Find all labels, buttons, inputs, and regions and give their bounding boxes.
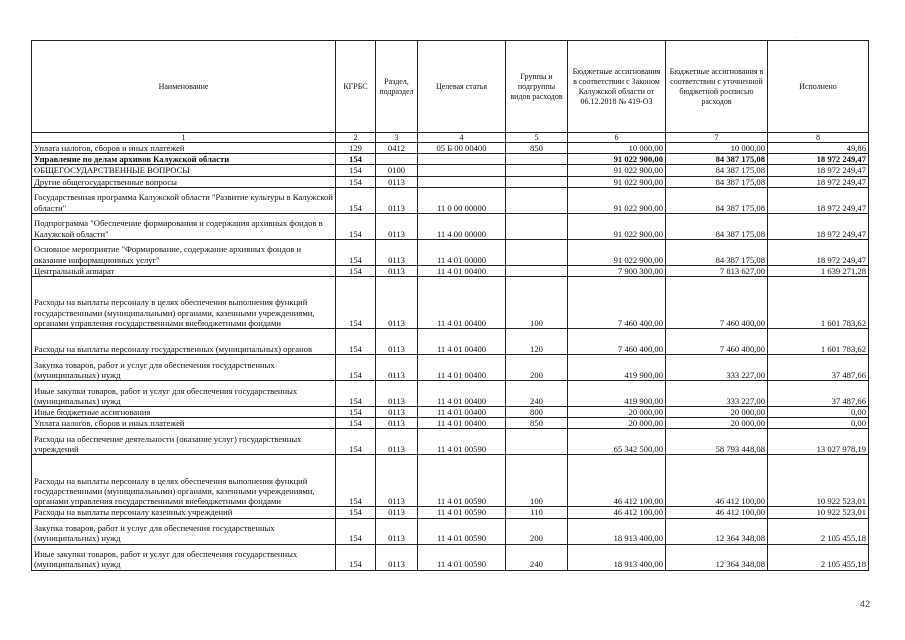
row-executed: 0,00 [768, 418, 869, 429]
row-section: 0113 [376, 507, 418, 518]
row-section: 0113 [376, 329, 418, 355]
table-row [32, 239, 869, 265]
row-name: Уплата налогов, сборов и иных платежей [32, 143, 336, 154]
row-expense-group: 100 [506, 455, 568, 507]
row-target-article: 11 0 00 00000 [418, 187, 506, 213]
row-section: 0113 [376, 176, 418, 187]
row-executed: 18 972 249,47 [768, 213, 869, 239]
row-assign-refined: 20 000,00 [666, 407, 768, 418]
row-executed: 18 972 249,47 [768, 187, 869, 213]
row-kgrbs: 154 [336, 265, 376, 276]
row-section: 0113 [376, 187, 418, 213]
row-expense-group: 110 [506, 507, 568, 518]
row-kgrbs: 154 [336, 239, 376, 265]
row-executed: 18 972 249,47 [768, 176, 869, 187]
row-executed: 0,00 [768, 407, 869, 418]
col-header-executed: Исполнено [768, 41, 869, 133]
row-expense-group: 800 [506, 407, 568, 418]
row-name: Другие общегосударственные вопросы [32, 176, 336, 187]
row-name: Закупка товаров, работ и услуг для обеспечения государственных (муниципальных) нужд [32, 518, 336, 544]
row-assign-refined: 7 813 627,00 [666, 265, 768, 276]
col-number: 3 [376, 133, 418, 143]
row-target-article: 11 4 01 00400 [418, 381, 506, 407]
table-row [32, 507, 869, 518]
row-target-article: 11 4 01 00590 [418, 518, 506, 544]
row-executed: 37 487,66 [768, 355, 869, 381]
table-row [32, 544, 869, 570]
row-name: Государственная программа Калужской области "Развитие культуры в Калужской области" [32, 187, 336, 213]
row-section: 0412 [376, 143, 418, 154]
col-number: 4 [418, 133, 506, 143]
row-expense-group [506, 165, 568, 176]
row-expense-group [506, 429, 568, 455]
row-target-article [418, 154, 506, 165]
row-assign-refined: 84 387 175,08 [666, 239, 768, 265]
budget-table [31, 40, 869, 571]
row-executed: 10 922 523,01 [768, 507, 869, 518]
row-assign-law: 65 342 500,00 [568, 429, 666, 455]
row-name: Расходы на выплаты персоналу казенных учреждений [32, 507, 336, 518]
row-assign-refined: 7 460 400,00 [666, 277, 768, 329]
row-assign-refined: 333 227,00 [666, 381, 768, 407]
table-row [32, 355, 869, 381]
row-kgrbs: 154 [336, 455, 376, 507]
col-number: 5 [506, 133, 568, 143]
col-number: 2 [336, 133, 376, 143]
col-number: 1 [32, 133, 336, 143]
row-section: 0113 [376, 277, 418, 329]
row-expense-group [506, 154, 568, 165]
row-assign-law: 18 913 400,00 [568, 544, 666, 570]
row-assign-law: 91 022 900,00 [568, 213, 666, 239]
row-assign-refined: 7 460 400,00 [666, 329, 768, 355]
row-name: Основное мероприятие "Формирование, содержание архивных фондов и оказание информационных услуг" [32, 239, 336, 265]
row-assign-refined: 58 793 448,08 [666, 429, 768, 455]
row-name: ОБЩЕГОСУДАРСТВЕННЫЕ ВОПРОСЫ [32, 165, 336, 176]
row-assign-law: 46 412 100,00 [568, 507, 666, 518]
row-assign-law: 91 022 900,00 [568, 176, 666, 187]
col-header-target-article: Целевая статья [418, 41, 506, 133]
row-assign-law: 7 900 300,00 [568, 265, 666, 276]
row-target-article: 11 4 01 00400 [418, 277, 506, 329]
row-expense-group: 240 [506, 544, 568, 570]
table-row [32, 429, 869, 455]
row-kgrbs: 154 [336, 165, 376, 176]
row-target-article: 11 4 01 00590 [418, 507, 506, 518]
row-target-article: 11 4 00 00000 [418, 213, 506, 239]
col-header-assign-refined: Бюджетные ассигнования в соответствии с уточненной бюджетной росписью расходов [666, 41, 768, 133]
row-kgrbs: 154 [336, 407, 376, 418]
row-target-article: 11 4 01 00400 [418, 418, 506, 429]
row-assign-law: 46 412 100,00 [568, 455, 666, 507]
row-section: 0113 [376, 455, 418, 507]
row-assign-law: 91 022 900,00 [568, 154, 666, 165]
row-executed: 49,86 [768, 143, 869, 154]
row-executed: 1 601 783,62 [768, 277, 869, 329]
row-expense-group: 120 [506, 329, 568, 355]
scan-dot: · [796, 35, 798, 41]
row-name: Управление по делам архивов Калужской области [32, 154, 336, 165]
row-kgrbs: 154 [336, 154, 376, 165]
row-kgrbs: 154 [336, 187, 376, 213]
row-target-article [418, 176, 506, 187]
row-name: Центральный аппарат [32, 265, 336, 276]
row-name: Расходы на выплаты персоналу в целях обеспечения выполнения функций государственными (муниципальными) органами, казенными учреждениями, органами управления государственными внебюджетными фондами [32, 455, 336, 507]
col-header-expense-groups: Группы и подгруппы видов расходов [506, 41, 568, 133]
row-expense-group: 240 [506, 381, 568, 407]
row-executed: 37 487,66 [768, 381, 869, 407]
row-assign-refined: 12 364 348,08 [666, 544, 768, 570]
row-section [376, 154, 418, 165]
row-target-article: 11 4 01 00400 [418, 329, 506, 355]
table-row [32, 455, 869, 507]
page-number: 42 [860, 599, 871, 609]
row-name: Подпрограмма "Обеспечение формирования и содержания архивных фондов в Калужской области" [32, 213, 336, 239]
row-section: 0113 [376, 381, 418, 407]
row-kgrbs: 154 [336, 277, 376, 329]
row-section: 0113 [376, 418, 418, 429]
row-expense-group [506, 239, 568, 265]
row-kgrbs: 154 [336, 518, 376, 544]
row-executed: 2 105 455,18 [768, 518, 869, 544]
col-number: 7 [666, 133, 768, 143]
row-assign-refined: 333 227,00 [666, 355, 768, 381]
col-header-name: Наименование [32, 41, 336, 133]
row-name: Закупка товаров, работ и услуг для обеспечения государственных (муниципальных) нужд [32, 355, 336, 381]
table-row [32, 176, 869, 187]
row-assign-law: 20 000,00 [568, 407, 666, 418]
row-assign-law: 419 900,00 [568, 355, 666, 381]
row-target-article [418, 165, 506, 176]
row-section: 0113 [376, 213, 418, 239]
col-header-section: Раздел, подраздел [376, 41, 418, 133]
col-header-assign-law: Бюджетные ассигнования в соответствии с Законом Калужской области от 06.12.2018 № 419-ОЗ [568, 41, 666, 133]
row-section: 0113 [376, 518, 418, 544]
row-executed: 18 972 249,47 [768, 239, 869, 265]
row-assign-refined: 12 364 348,08 [666, 518, 768, 544]
row-name: Уплата налогов, сборов и иных платежей [32, 418, 336, 429]
col-number: 8 [768, 133, 869, 143]
row-name: Иные закупки товаров, работ и услуг для обеспечения государственных (муниципальных) нужд [32, 544, 336, 570]
row-expense-group [506, 265, 568, 276]
row-target-article: 11 4 01 00590 [418, 429, 506, 455]
row-name: Иные бюджетные ассигнования [32, 407, 336, 418]
row-expense-group [506, 176, 568, 187]
table-row [32, 518, 869, 544]
col-number: 6 [568, 133, 666, 143]
row-assign-refined: 84 387 175,08 [666, 176, 768, 187]
row-assign-refined: 10 000,00 [666, 143, 768, 154]
row-name: Расходы на обеспечение деятельности (оказание услуг) государственных учреждений [32, 429, 336, 455]
row-expense-group: 850 [506, 418, 568, 429]
row-section: 0113 [376, 265, 418, 276]
table-row [32, 418, 869, 429]
row-assign-law: 18 913 400,00 [568, 518, 666, 544]
row-section: 0113 [376, 407, 418, 418]
row-section: 0113 [376, 355, 418, 381]
row-section: 0100 [376, 165, 418, 176]
row-assign-refined: 84 387 175,08 [666, 165, 768, 176]
row-section: 0113 [376, 544, 418, 570]
row-assign-refined: 46 412 100,00 [666, 507, 768, 518]
row-name: Иные закупки товаров, работ и услуг для обеспечения государственных (муниципальных) нужд [32, 381, 336, 407]
row-executed: 10 922 523,01 [768, 455, 869, 507]
row-kgrbs: 154 [336, 329, 376, 355]
row-target-article: 11 4 01 00000 [418, 239, 506, 265]
row-target-article: 11 4 01 00400 [418, 407, 506, 418]
row-assign-refined: 20 000,00 [666, 418, 768, 429]
row-assign-law: 91 022 900,00 [568, 165, 666, 176]
row-expense-group [506, 213, 568, 239]
row-executed: 1 601 783,62 [768, 329, 869, 355]
col-header-kgrbs: КГРБС [336, 41, 376, 133]
row-kgrbs: 154 [336, 429, 376, 455]
row-target-article: 11 4 01 00590 [418, 544, 506, 570]
row-target-article: 11 4 01 00590 [418, 455, 506, 507]
row-kgrbs: 154 [336, 355, 376, 381]
row-kgrbs: 154 [336, 418, 376, 429]
row-executed: 18 972 249,47 [768, 165, 869, 176]
row-assign-refined: 84 387 175,08 [666, 213, 768, 239]
row-assign-refined: 46 412 100,00 [666, 455, 768, 507]
table-row [32, 277, 869, 329]
row-assign-law: 20 000,00 [568, 418, 666, 429]
row-expense-group: 850 [506, 143, 568, 154]
header-row [32, 41, 869, 133]
row-kgrbs: 129 [336, 143, 376, 154]
row-name: Расходы на выплаты персоналу государственных (муниципальных) органов [32, 329, 336, 355]
row-kgrbs: 154 [336, 213, 376, 239]
row-name: Расходы на выплаты персоналу в целях обеспечения выполнения функций государственными (муниципальными) органами, казенными учреждениями, органами управления государственными внебюджетными фондами [32, 277, 336, 329]
row-assign-law: 91 022 900,00 [568, 239, 666, 265]
row-assign-law: 10 000,00 [568, 143, 666, 154]
row-kgrbs: 154 [336, 381, 376, 407]
column-number-row [32, 133, 869, 143]
row-assign-law: 7 460 400,00 [568, 329, 666, 355]
row-expense-group [506, 187, 568, 213]
table-row [32, 213, 869, 239]
row-executed: 18 972 249,47 [768, 154, 869, 165]
row-assign-refined: 84 387 175,08 [666, 187, 768, 213]
table-row [32, 165, 869, 176]
row-assign-law: 91 022 900,00 [568, 187, 666, 213]
row-executed: 1 639 271,28 [768, 265, 869, 276]
row-section: 0113 [376, 239, 418, 265]
table-row [32, 381, 869, 407]
row-expense-group: 100 [506, 277, 568, 329]
row-target-article: 11 4 01 00400 [418, 355, 506, 381]
row-expense-group: 200 [506, 355, 568, 381]
row-kgrbs: 154 [336, 544, 376, 570]
row-target-article: 11 4 01 00400 [418, 265, 506, 276]
row-assign-refined: 84 387 175,08 [666, 154, 768, 165]
row-kgrbs: 154 [336, 176, 376, 187]
table-row [32, 407, 869, 418]
row-section: 0113 [376, 429, 418, 455]
row-expense-group: 200 [506, 518, 568, 544]
table-row [32, 154, 869, 165]
row-executed: 13 027 978,19 [768, 429, 869, 455]
row-executed: 2 105 455,18 [768, 544, 869, 570]
row-kgrbs: 154 [336, 507, 376, 518]
row-target-article: 05 Б 00 00400 [418, 143, 506, 154]
row-assign-law: 419 900,00 [568, 381, 666, 407]
table-row [32, 187, 869, 213]
table-row [32, 143, 869, 154]
table-row [32, 265, 869, 276]
row-assign-law: 7 460 400,00 [568, 277, 666, 329]
table-row [32, 329, 869, 355]
